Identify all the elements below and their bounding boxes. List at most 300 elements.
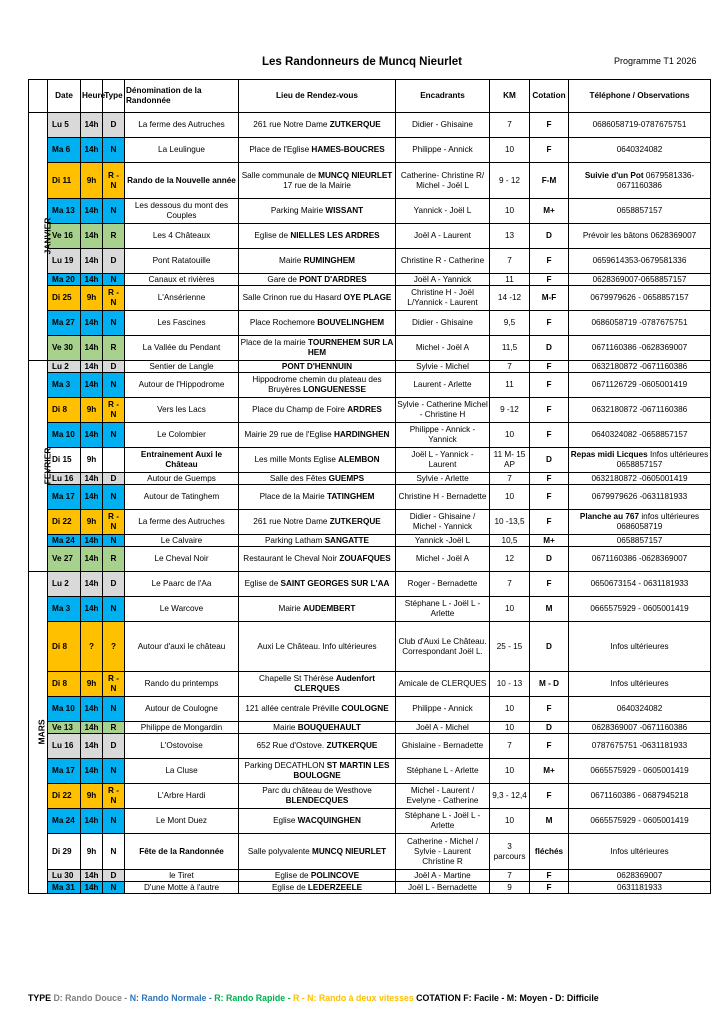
- rating-cell: F: [530, 510, 569, 535]
- leaders-cell: Michel - Laurent / Evelyne - Catherine: [396, 784, 490, 809]
- phone-text: 0650673154 - 0631181933: [590, 579, 689, 588]
- km-cell: 10: [490, 199, 530, 224]
- date-cell: Ma 13: [48, 199, 81, 224]
- name-cell: Rando du printemps: [125, 672, 239, 697]
- place-town: BLENDECQUES: [285, 796, 349, 805]
- rating-cell: F: [530, 870, 569, 882]
- date-cell: Ma 6: [48, 138, 81, 163]
- table-row: [29, 809, 711, 834]
- phone-text: Infos ultérieures 0658857157: [616, 450, 709, 469]
- table-row: [29, 547, 711, 572]
- phone-text: Infos ultérieures: [610, 846, 669, 856]
- type-cell: D: [103, 870, 125, 882]
- phone-text: Infos ultérieures: [610, 679, 669, 688]
- table-row: [29, 163, 711, 199]
- schedule-table: [28, 79, 711, 894]
- place-text: Mairie: [273, 722, 298, 732]
- place-text: Salle des Fêtes: [269, 473, 329, 483]
- rating-cell: F: [530, 398, 569, 423]
- hour-cell: 14h: [81, 485, 103, 510]
- phone-cell: [569, 809, 711, 834]
- km-cell: 7: [490, 361, 530, 373]
- phone-text: 0640324082 -0658857157: [591, 430, 688, 439]
- type-cell: ?: [103, 622, 125, 672]
- phone-text: 0671160386 - 0687945218: [590, 791, 689, 800]
- km-cell: 14 -12: [490, 286, 530, 311]
- phone-text: 0671160386 -0628369007: [591, 554, 688, 563]
- date-cell: Lu 2: [48, 572, 81, 597]
- rating-cell: D: [530, 622, 569, 672]
- phone-text: 0671126729 -0605001419: [591, 380, 688, 389]
- phone-cell: [569, 597, 711, 622]
- rating-cell: F: [530, 311, 569, 336]
- km-cell: 10: [490, 722, 530, 734]
- phone-cell: [569, 485, 711, 510]
- place-cell: [239, 759, 396, 784]
- legend: [28, 993, 599, 1003]
- km-cell: 10: [490, 697, 530, 722]
- place-text: Place Rochemore: [249, 318, 318, 327]
- date-cell: Ma 24: [48, 535, 81, 547]
- type-cell: N: [103, 199, 125, 224]
- date-cell: Ve 16: [48, 224, 81, 249]
- km-cell: 10 -13,5: [490, 510, 530, 535]
- phone-text: 0679979626 - 0658857157: [590, 293, 689, 302]
- place-text: Eglise: [273, 816, 298, 825]
- km-cell: 11: [490, 274, 530, 286]
- table-row: [29, 870, 711, 882]
- place-text: Place du Champ de Foire: [252, 405, 348, 414]
- leaders-cell: Joël L - Bernadette: [396, 882, 490, 894]
- type-cell: R - N: [103, 672, 125, 697]
- place-town: OYE PLAGE: [343, 293, 392, 302]
- rating-cell: M+: [530, 759, 569, 784]
- hour-cell: 14h: [81, 138, 103, 163]
- rating-cell: F: [530, 485, 569, 510]
- observation-text: Suivie d'un Pot: [584, 170, 644, 180]
- page-title: Les Randonneurs de Muncq Nieurlet: [262, 56, 462, 68]
- place-town: ST MARTIN LES BOULOGNE: [293, 761, 390, 780]
- table-row: [29, 224, 711, 249]
- place-cell: [239, 834, 396, 870]
- km-cell: 11: [490, 373, 530, 398]
- phone-cell: [569, 274, 711, 286]
- leaders-cell: Didier - Ghisaine: [396, 311, 490, 336]
- rating-cell: F: [530, 734, 569, 759]
- place-town: RUMINGHEM: [303, 256, 355, 265]
- phone-text: Infos ultérieures: [610, 641, 669, 651]
- phone-cell: [569, 834, 711, 870]
- legend-sep: -: [547, 993, 556, 1003]
- leaders-cell: Club d'Auxi Le Château. Correspondant Joël L.: [396, 622, 490, 672]
- leaders-cell: Sylvie - Michel: [396, 361, 490, 373]
- table-row: [29, 622, 711, 672]
- observation-text: Repas midi Licques: [570, 450, 648, 459]
- leaders-cell: Joël A - Laurent: [396, 224, 490, 249]
- hour-cell: 14h: [81, 547, 103, 572]
- phone-cell: [569, 547, 711, 572]
- hour-cell: 14h: [81, 809, 103, 834]
- km-cell: 9,5: [490, 311, 530, 336]
- name-cell: Le Calvaire: [125, 535, 239, 547]
- header-type: Type: [103, 80, 125, 113]
- phone-cell: [569, 113, 711, 138]
- place-text: Eglise de: [271, 882, 308, 892]
- name-cell: Philippe de Mongardin: [125, 722, 239, 734]
- name-cell: Le Warcove: [125, 597, 239, 622]
- hour-cell: 14h: [81, 734, 103, 759]
- place-text: Auxi Le Château. Info ultérieures: [257, 641, 377, 651]
- date-cell: Ma 10: [48, 697, 81, 722]
- rating-cell: fléchés: [530, 834, 569, 870]
- table-row: [29, 361, 711, 373]
- rating-cell: M: [530, 809, 569, 834]
- leaders-cell: Joël A - Michel: [396, 722, 490, 734]
- type-cell: R - N: [103, 398, 125, 423]
- type-cell: N: [103, 759, 125, 784]
- name-cell: Le Colombier: [125, 423, 239, 448]
- table-row: [29, 138, 711, 163]
- table-row: [29, 113, 711, 138]
- hour-cell: 14h: [81, 535, 103, 547]
- rating-cell: M-F: [530, 286, 569, 311]
- rating-cell: F: [530, 138, 569, 163]
- type-cell: N: [103, 485, 125, 510]
- type-cell: D: [103, 113, 125, 138]
- place-cell: [239, 138, 396, 163]
- place-text: Hippodrome chemin du plateau des Bruyères: [252, 375, 382, 394]
- date-cell: Di 22: [48, 510, 81, 535]
- km-cell: 9 - 12: [490, 163, 530, 199]
- table-row: [29, 448, 711, 473]
- place-town: SAINT GEORGES SUR L'AA: [280, 579, 390, 588]
- phone-cell: [569, 784, 711, 809]
- phone-cell: [569, 423, 711, 448]
- rating-cell: M: [530, 597, 569, 622]
- header-place: Lieu de Rendez-vous: [239, 80, 396, 113]
- place-cell: [239, 784, 396, 809]
- place-cell: [239, 809, 396, 834]
- phone-text: 0787675751 -0631181933: [591, 741, 688, 750]
- place-cell: [239, 274, 396, 286]
- place-town: POLINCOVE: [310, 870, 360, 880]
- table-row: [29, 882, 711, 894]
- programme-label: Programme T1 2026: [614, 56, 697, 66]
- place-town: MUNCQ NIEURLET: [312, 846, 387, 856]
- place-town: ZUTKERQUE: [326, 741, 378, 750]
- place-cell: [239, 249, 396, 274]
- phone-cell: [569, 572, 711, 597]
- hour-cell: 9h: [81, 448, 103, 473]
- rating-cell: F: [530, 113, 569, 138]
- legend-type-label: TYPE: [28, 993, 51, 1003]
- month-label: [29, 113, 53, 361]
- date-cell: Ve 13: [48, 722, 81, 734]
- rating-cell: F: [530, 423, 569, 448]
- place-cell: [239, 734, 396, 759]
- place-cell: [239, 286, 396, 311]
- place-cell: [239, 870, 396, 882]
- phone-text: 0640324082: [616, 145, 663, 154]
- name-cell: Vers les Lacs: [125, 398, 239, 423]
- rating-cell: D: [530, 448, 569, 473]
- place-cell: [239, 722, 396, 734]
- leaders-cell: Sylvie - Catherine Michel - Christine H: [396, 398, 490, 423]
- header-km: KM: [490, 80, 530, 113]
- type-cell: D: [103, 361, 125, 373]
- place-town: WISSANT: [325, 206, 364, 215]
- date-cell: Ma 10: [48, 423, 81, 448]
- leaders-cell: Christine H - Bernadette: [396, 485, 490, 510]
- month-name: FEVRIER: [42, 447, 53, 484]
- name-cell: Sentier de Langle: [125, 361, 239, 373]
- type-cell: N: [103, 809, 125, 834]
- place-text: Salle communale de: [241, 170, 319, 180]
- hour-cell: 14h: [81, 199, 103, 224]
- place-cell: [239, 535, 396, 547]
- date-cell: Lu 2: [48, 361, 81, 373]
- name-cell: Autour d'auxi le château: [125, 622, 239, 672]
- phone-cell: [569, 734, 711, 759]
- place-town: AUDEMBERT: [303, 604, 356, 613]
- rating-cell: F: [530, 784, 569, 809]
- name-cell: Autour de Guemps: [125, 473, 239, 485]
- phone-cell: [569, 473, 711, 485]
- month-label: [29, 361, 53, 572]
- name-cell: La Leulingue: [125, 138, 239, 163]
- type-cell: D: [103, 473, 125, 485]
- date-cell: Di 8: [48, 622, 81, 672]
- place-cell: [239, 224, 396, 249]
- name-cell: Le Cheval Noir: [125, 547, 239, 572]
- phone-cell: [569, 759, 711, 784]
- month-label: [29, 572, 48, 894]
- date-cell: Ve 30: [48, 336, 81, 361]
- rating-cell: F: [530, 473, 569, 485]
- place-town: TATINGHEM: [326, 492, 375, 501]
- legend-cotation-label: COTATION: [416, 993, 461, 1003]
- km-cell: 12: [490, 547, 530, 572]
- date-cell: Lu 30: [48, 870, 81, 882]
- date-cell: Ma 3: [48, 373, 81, 398]
- km-cell: 7: [490, 734, 530, 759]
- place-town: BOUQUEHAULT: [297, 722, 361, 732]
- table-row: [29, 697, 711, 722]
- place-town: MUNCQ NIEURLET: [318, 170, 393, 180]
- legend-douce: D: Rando Douce: [53, 993, 122, 1003]
- hour-cell: 14h: [81, 697, 103, 722]
- place-cell: [239, 473, 396, 485]
- phone-text: 0632180872 -0671160386: [591, 361, 688, 371]
- leaders-cell: Roger - Bernadette: [396, 572, 490, 597]
- phone-cell: [569, 224, 711, 249]
- km-cell: 7: [490, 249, 530, 274]
- place-cell: [239, 510, 396, 535]
- phone-cell: [569, 311, 711, 336]
- table-row: [29, 510, 711, 535]
- type-cell: R: [103, 722, 125, 734]
- leaders-cell: Ghislaine - Bernadette: [396, 734, 490, 759]
- header-phone: Téléphone / Observations: [569, 80, 711, 113]
- date-cell: Ve 27: [48, 547, 81, 572]
- rating-cell: D: [530, 547, 569, 572]
- name-cell: Le Paarc de l'Aa: [125, 572, 239, 597]
- leaders-cell: Didier - Ghisaine / Michel - Yannick: [396, 510, 490, 535]
- place-cell: [239, 336, 396, 361]
- table-row: [29, 734, 711, 759]
- date-cell: Ma 20: [48, 274, 81, 286]
- hour-cell: 14h: [81, 361, 103, 373]
- phone-text: 0686058719 -0787675751: [591, 318, 688, 327]
- date-cell: Lu 16: [48, 473, 81, 485]
- place-text: Parking DECATHLON: [244, 761, 327, 770]
- table-row: [29, 834, 711, 870]
- rating-cell: F: [530, 572, 569, 597]
- phone-text: 0658857157: [616, 535, 663, 545]
- place-town: LONGUENESSE: [303, 385, 366, 394]
- name-cell: La Vallée du Pendant: [125, 336, 239, 361]
- place-text: Mairie 29 rue de l'Eglise: [244, 430, 334, 439]
- place-cell: [239, 572, 396, 597]
- header-rating: Cotation: [530, 80, 569, 113]
- phone-cell: [569, 882, 711, 894]
- table-row: [29, 722, 711, 734]
- table-row: [29, 311, 711, 336]
- phone-cell: [569, 510, 711, 535]
- date-cell: Ma 17: [48, 485, 81, 510]
- type-cell: R: [103, 547, 125, 572]
- header-date: Date: [48, 80, 81, 113]
- km-cell: 11 M- 15 AP: [490, 448, 530, 473]
- name-cell: La ferme des Autruches: [125, 510, 239, 535]
- place-cell: [239, 311, 396, 336]
- rating-cell: M+: [530, 535, 569, 547]
- phone-text: Prévoir les bâtons 0628369007: [582, 231, 697, 240]
- name-cell: Les Fascines: [125, 311, 239, 336]
- phone-cell: [569, 163, 711, 199]
- date-cell: Di 8: [48, 672, 81, 697]
- place-town: GUEMPS: [328, 473, 365, 483]
- place-text: 121 allée centrale Préville: [245, 704, 342, 713]
- place-town: PONT D'HENNUIN: [281, 361, 353, 371]
- hour-cell: 14h: [81, 373, 103, 398]
- rating-cell: F-M: [530, 163, 569, 199]
- place-town: HARDINGHEN: [333, 430, 390, 439]
- phone-text: infos ultérieures 0686058719: [616, 512, 700, 531]
- hour-cell: 14h: [81, 597, 103, 622]
- leaders-cell: Sylvie - Arlette: [396, 473, 490, 485]
- legend-normale: N: Rando Normale: [129, 993, 207, 1003]
- name-cell: L'Ostovoise: [125, 734, 239, 759]
- phone-cell: [569, 249, 711, 274]
- hour-cell: 14h: [81, 249, 103, 274]
- header-name: Dénomination de la Randonnée: [125, 80, 239, 113]
- km-cell: 10: [490, 138, 530, 163]
- hour-cell: 9h: [81, 834, 103, 870]
- table-row: [29, 249, 711, 274]
- rating-cell: M - D: [530, 672, 569, 697]
- place-town: ARDRES: [347, 405, 382, 414]
- km-cell: 10: [490, 423, 530, 448]
- name-cell: Les 4 Châteaux: [125, 224, 239, 249]
- leaders-cell: Yannick - Joël L: [396, 199, 490, 224]
- type-cell: R: [103, 336, 125, 361]
- place-cell: [239, 361, 396, 373]
- km-cell: 3 parcours: [490, 834, 530, 870]
- hour-cell: 14h: [81, 423, 103, 448]
- type-cell: N: [103, 274, 125, 286]
- place-text: Restaurant le Cheval Noir: [243, 554, 340, 563]
- hour-cell: 9h: [81, 672, 103, 697]
- place-cell: [239, 882, 396, 894]
- place-text: 652 Rue d'Ostove.: [256, 741, 327, 750]
- km-cell: 10: [490, 759, 530, 784]
- leaders-cell: Catherine - Michel / Sylvie - Laurent Christine R: [396, 834, 490, 870]
- km-cell: 7: [490, 473, 530, 485]
- km-cell: 7: [490, 113, 530, 138]
- table-row: [29, 535, 711, 547]
- km-cell: 11,5: [490, 336, 530, 361]
- place-town: Audenfort CLERQUES: [294, 674, 375, 693]
- hour-cell: 14h: [81, 274, 103, 286]
- phone-text: 0686058719-0787675751: [592, 120, 687, 129]
- name-cell: le Tiret: [125, 870, 239, 882]
- rating-cell: F: [530, 697, 569, 722]
- leaders-cell: Joël L - Yannick - Laurent: [396, 448, 490, 473]
- rating-cell: D: [530, 224, 569, 249]
- phone-text: 0679979626 -0631181933: [591, 492, 688, 501]
- place-text: Mairie: [278, 604, 304, 613]
- date-cell: Di 15: [48, 448, 81, 473]
- legend-moyen: M: Moyen: [506, 993, 548, 1003]
- table-row: [29, 274, 711, 286]
- rating-cell: F: [530, 882, 569, 894]
- place-cell: [239, 697, 396, 722]
- table-row: [29, 423, 711, 448]
- table-row: [29, 672, 711, 697]
- name-cell: Autour de Coulogne: [125, 697, 239, 722]
- place-cell: [239, 113, 396, 138]
- leaders-cell: Christine H - Joël L/Yannick - Laurent: [396, 286, 490, 311]
- legend-sep: -: [285, 993, 293, 1003]
- date-cell: Ma 17: [48, 759, 81, 784]
- phone-cell: [569, 138, 711, 163]
- phone-cell: [569, 398, 711, 423]
- hour-cell: 14h: [81, 572, 103, 597]
- date-cell: Ma 24: [48, 809, 81, 834]
- hour-cell: 14h: [81, 336, 103, 361]
- hour-cell: 14h: [81, 311, 103, 336]
- type-cell: D: [103, 249, 125, 274]
- place-text: Chapelle St Thérèse: [259, 674, 336, 683]
- type-cell: R: [103, 224, 125, 249]
- hour-cell: 14h: [81, 722, 103, 734]
- rating-cell: F: [530, 373, 569, 398]
- km-cell: 9: [490, 882, 530, 894]
- table-row: [29, 373, 711, 398]
- phone-cell: [569, 336, 711, 361]
- place-town: WACQUINGHEN: [297, 816, 361, 825]
- table-row: [29, 485, 711, 510]
- phone-text: 0671160386 -0628369007: [591, 343, 688, 352]
- leaders-cell: Stéphane L - Joël L - Arlette: [396, 809, 490, 834]
- phone-text: 0632180872 -0605001419: [591, 473, 688, 483]
- place-cell: [239, 398, 396, 423]
- leaders-cell: Catherine- Christine R/ Michel - Joël L: [396, 163, 490, 199]
- rating-cell: D: [530, 722, 569, 734]
- type-cell: N: [103, 535, 125, 547]
- km-cell: 10,5: [490, 535, 530, 547]
